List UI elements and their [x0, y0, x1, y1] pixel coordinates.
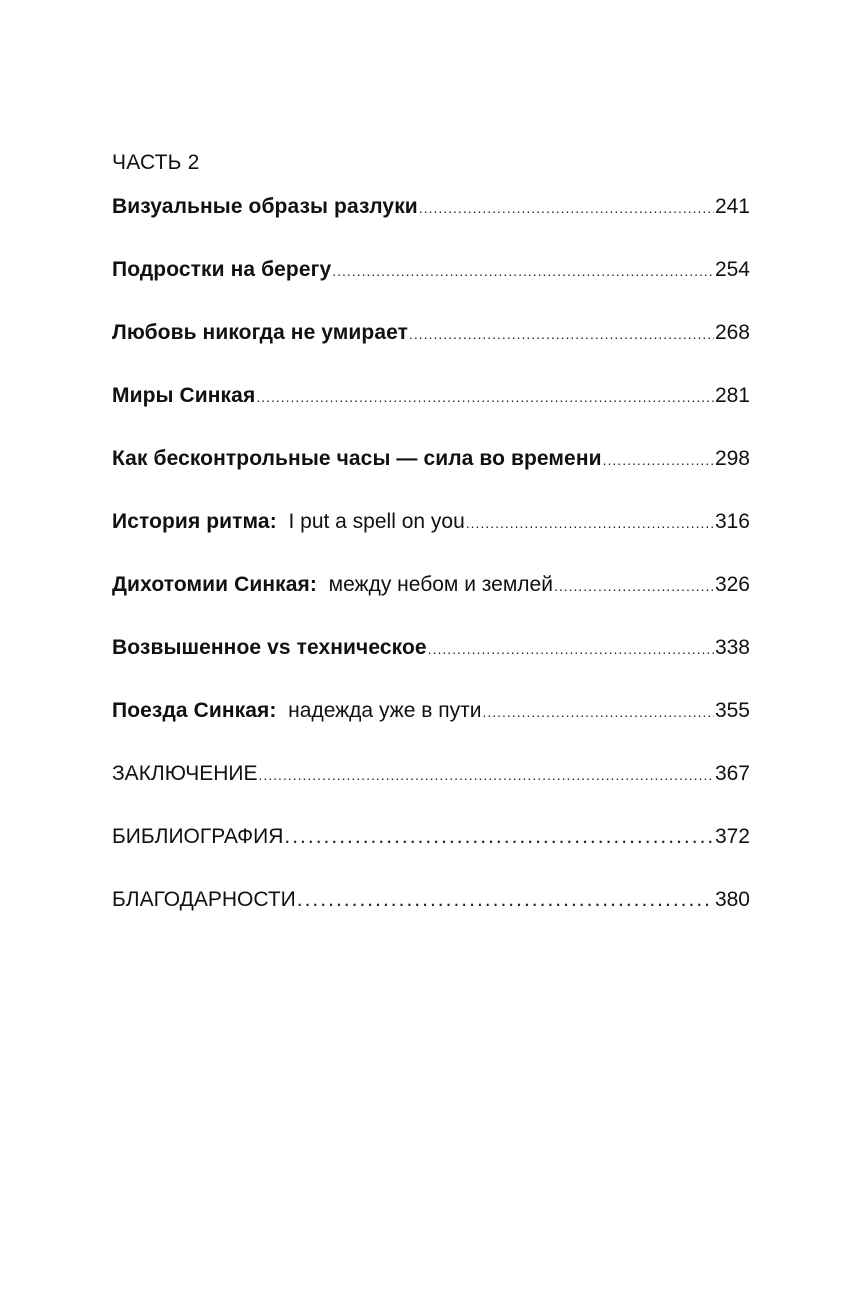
toc-entry — [112, 761, 750, 787]
toc-entry-subtitle: между небом и землей — [322, 573, 553, 596]
toc-entry-title-group — [112, 698, 481, 724]
toc-entry — [112, 824, 750, 850]
toc-entry-subtitle: I put a spell on you — [282, 510, 465, 533]
dot-leader — [284, 824, 714, 850]
toc-entry — [112, 698, 750, 724]
toc-entry — [112, 572, 750, 598]
toc-entry-title-group — [112, 257, 331, 283]
toc-entry-title: Дихотомии Синкая: — [112, 573, 317, 596]
toc-entry-title: Как бесконтрольные часы — сила во времени — [112, 447, 602, 470]
toc-entry — [112, 257, 750, 283]
toc-page-number: 298 — [714, 447, 750, 470]
toc-page-number: 281 — [714, 384, 750, 407]
toc-entry — [112, 320, 750, 346]
dot-leader — [332, 258, 714, 284]
dot-leader — [554, 573, 714, 599]
toc-entry-title: Поезда Синкая: — [112, 699, 277, 722]
toc-entry-title-group — [112, 383, 255, 409]
toc-entry-title-group — [112, 635, 427, 661]
toc-entry-title: БЛАГОДАРНОСТИ — [112, 888, 296, 911]
dot-leader — [259, 762, 714, 788]
toc-page-number: 316 — [714, 510, 750, 533]
toc-entry-title: БИБЛИОГРАФИЯ — [112, 825, 284, 848]
toc-page-number: 372 — [714, 825, 750, 848]
toc-entry — [112, 383, 750, 409]
dot-leader — [466, 510, 714, 536]
toc-page-number: 338 — [714, 636, 750, 659]
toc-entry-title: ЗАКЛЮЧЕНИЕ — [112, 762, 258, 785]
dot-leader — [256, 384, 714, 410]
dot-leader — [603, 447, 714, 473]
toc-entry — [112, 635, 750, 661]
toc-entry — [112, 887, 750, 913]
dot-leader — [297, 887, 714, 913]
toc-entry-title: Миры Синкая — [112, 384, 256, 407]
toc-entry — [112, 509, 750, 535]
toc-entry-title-group — [112, 887, 296, 913]
toc-entry — [112, 194, 750, 220]
dot-leader — [409, 321, 714, 347]
toc-entry — [112, 446, 750, 472]
toc-entry-title-group — [112, 194, 418, 220]
toc-entry-title-group — [112, 446, 602, 472]
toc-page-number: 254 — [714, 258, 750, 281]
toc-page-number: 241 — [714, 195, 750, 218]
toc-entry-title: Визуальные образы разлуки — [112, 195, 418, 218]
toc-entry-title-group — [112, 824, 283, 850]
toc-entry-title-group — [112, 572, 553, 598]
part-heading: ЧАСТЬ 2 — [112, 151, 200, 174]
toc-page-number: 326 — [714, 573, 750, 596]
dot-leader — [419, 195, 714, 221]
dot-leader — [428, 636, 714, 662]
toc-entry-subtitle: надежда уже в пути — [282, 699, 482, 722]
table-of-contents — [112, 194, 750, 950]
toc-entry-title-group — [112, 761, 258, 787]
toc-entry-title: История ритма: — [112, 510, 277, 533]
toc-entry-title: Подростки на берегу — [112, 258, 332, 281]
toc-entry-title-group — [112, 320, 408, 346]
toc-page-number: 268 — [714, 321, 750, 344]
toc-page-number: 367 — [714, 762, 750, 785]
toc-entry-title: Любовь никогда не умирает — [112, 321, 409, 344]
toc-page-number: 380 — [714, 888, 750, 911]
toc-page-number: 355 — [714, 699, 750, 722]
toc-entry-title: Возвышенное vs техническое — [112, 636, 427, 659]
toc-entry-title-group — [112, 509, 465, 535]
dot-leader — [482, 699, 713, 725]
